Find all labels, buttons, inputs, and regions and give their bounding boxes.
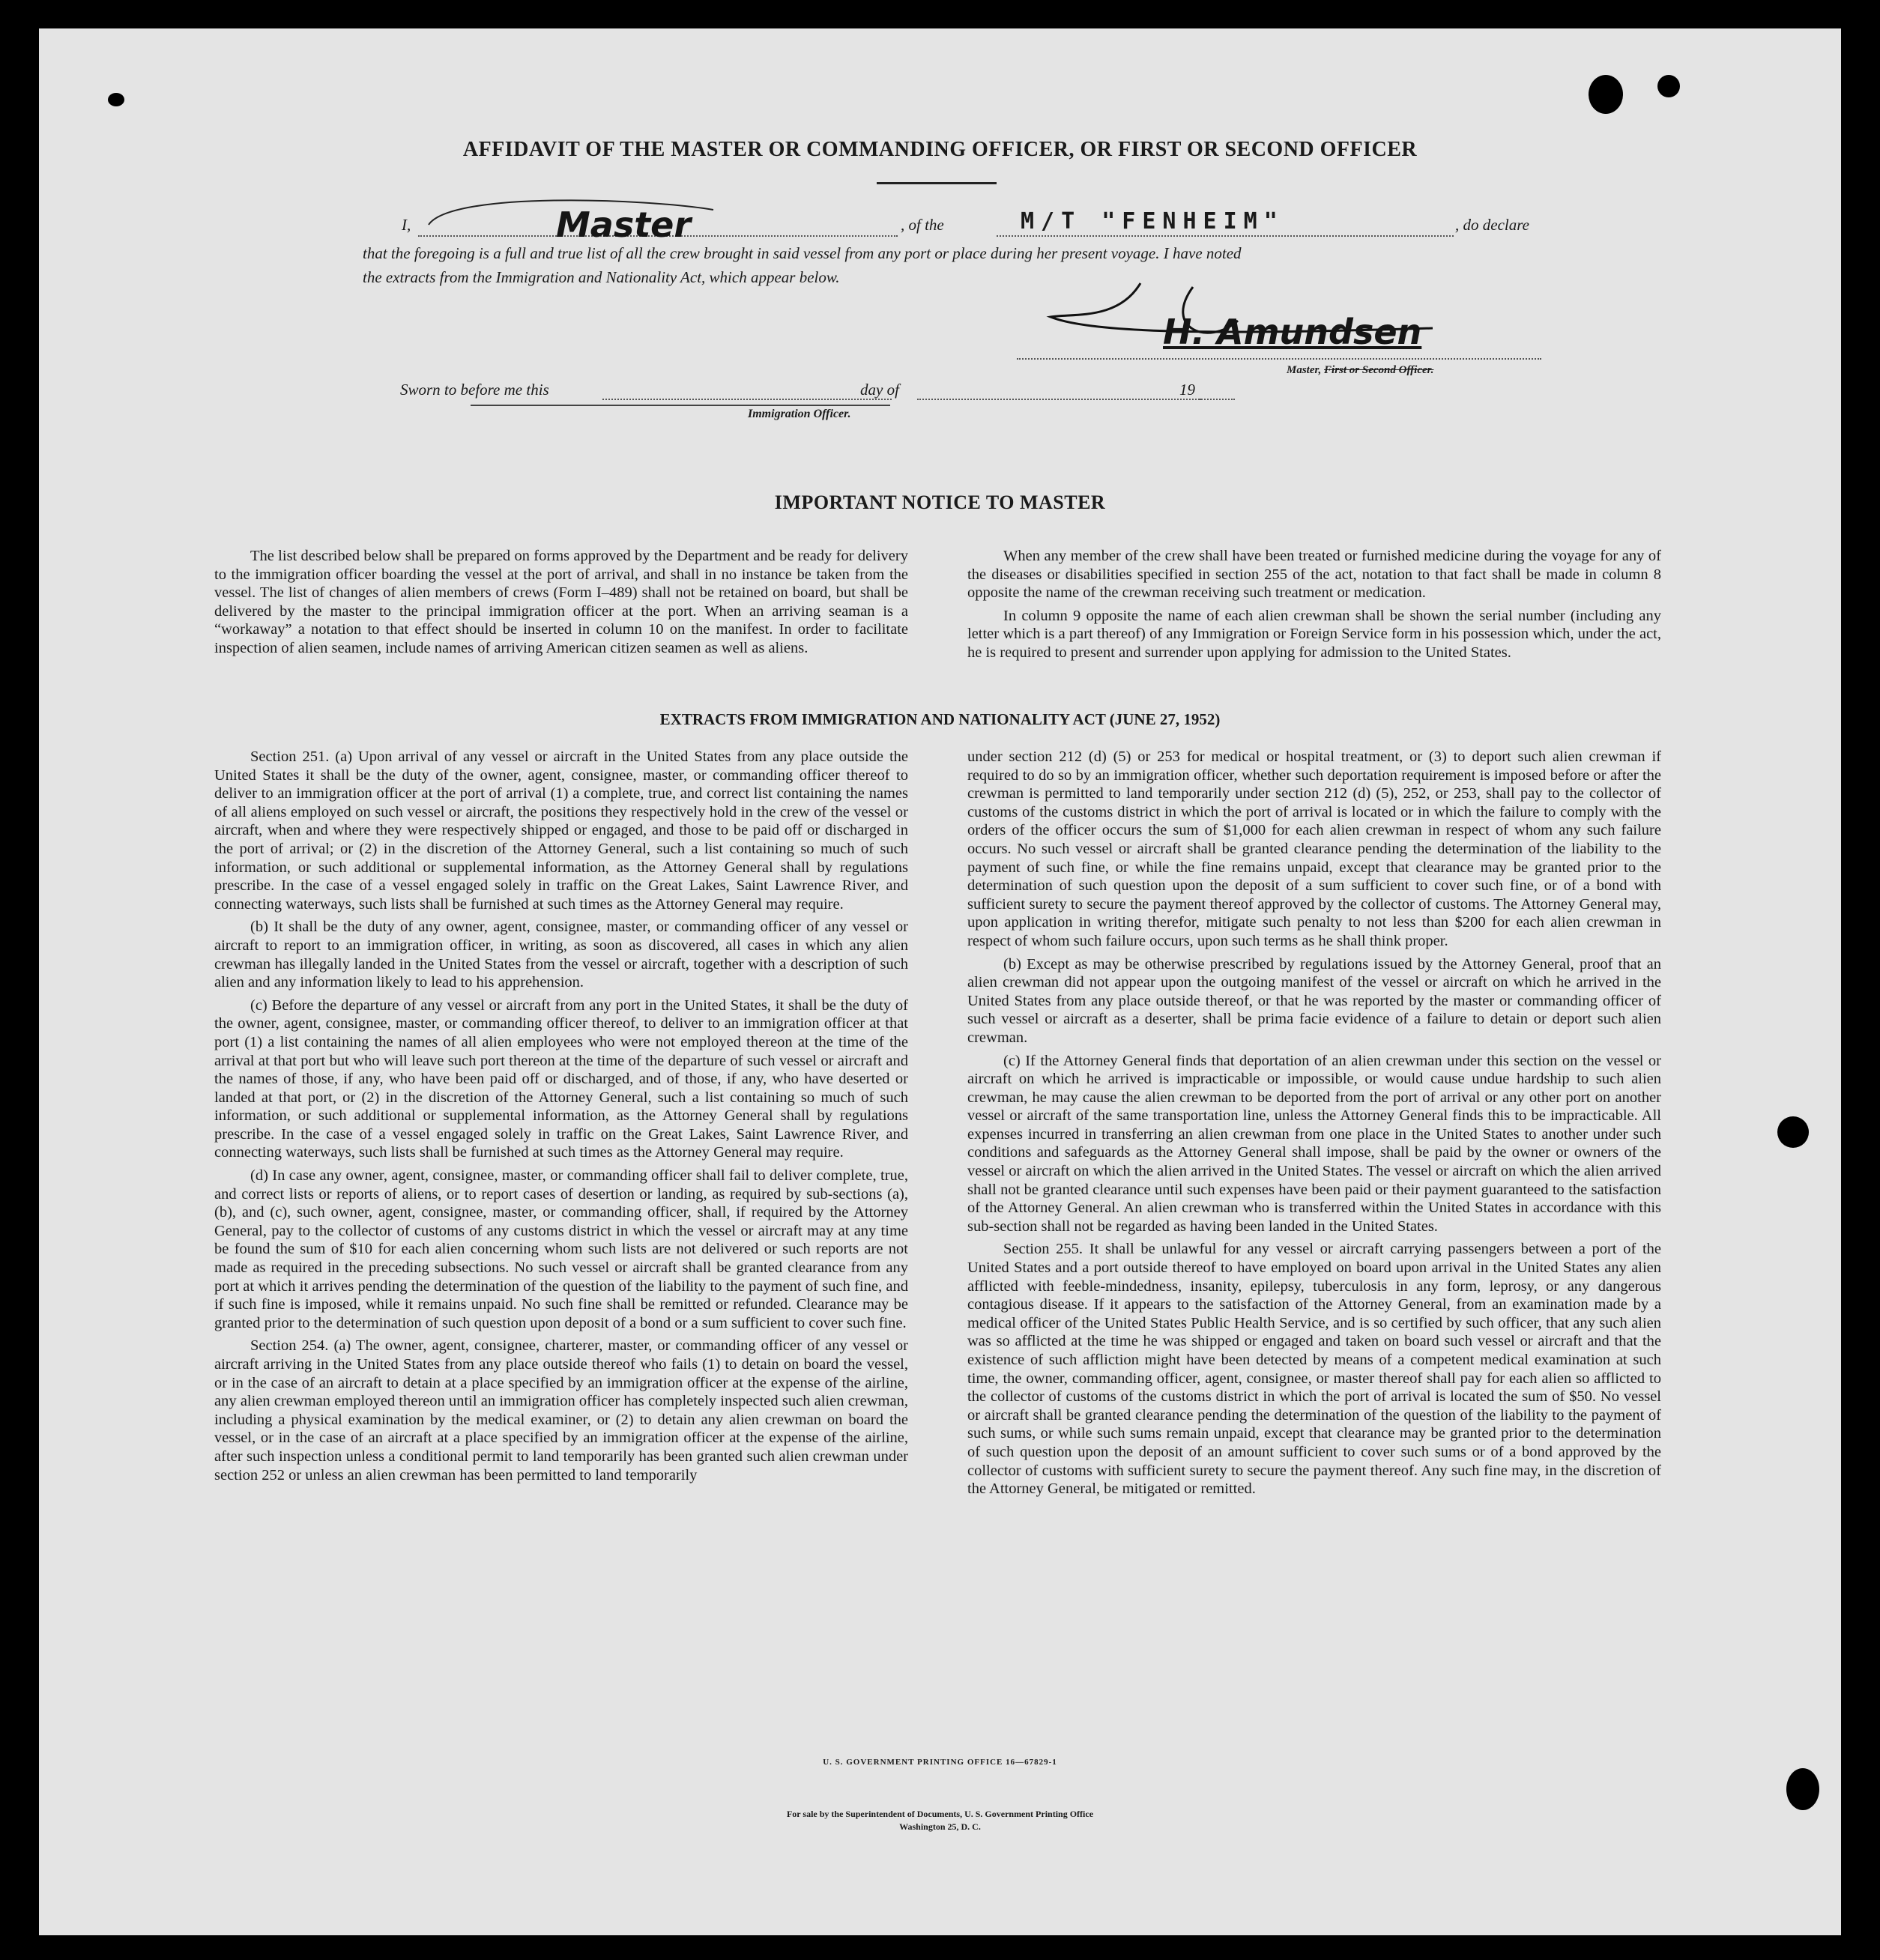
declaration-prefix: I,	[402, 216, 411, 234]
signature-handwritten: H. Amundsen	[1163, 312, 1422, 352]
immigration-officer-caption: Immigration Officer.	[748, 408, 851, 420]
of-the-label: , of the	[901, 216, 944, 234]
section-251-a: Section 251. (a) Upon arrival of any vessel or aircraft in the United States from any place outside the United States it shall be the duty of the owner, agent, consignee, master, or commanding officer thereof to deliver to an immigration officer at the port of arrival (1) a complete, true, and correct list containing the names of all aliens employed on such vessel or aircraft, the positions they respectively hold in the crew of the vessel or aircraft, when and where they were respectively shipped or engaged, and those to be paid off or discharged in the port of arrival; or (2) in the discretion of the Attorney General, such a list containing so much of such information, or such additional or supplemental information, as the Attorney General shall by regulations prescribe. In the case of a vessel engaged solely in traffic on the Great Lakes, Saint Lawrence River, and connecting waterways, such lists shall be furnished at such times as the Attorney General may require.	[214, 748, 908, 913]
punch-hole-right-middle	[1777, 1116, 1809, 1148]
section-254-b: (b) Except as may be otherwise prescribed by regulations issued by the Attorney General, proof that an alien crewman did not appear upon the outgoing manifest of the vessel or aircraft on which he arrived in the United States from any place outside thereof, or that he was reported by the master or commanding officer of such vessel or aircraft as a deserter, shall be prima facie evidence of a failure to detain or deport such alien crewman.	[967, 955, 1661, 1046]
signature-caption	[1287, 364, 1433, 377]
printer-line: U. S. GOVERNMENT PRINTING OFFICE 16—67829-1	[823, 1758, 1057, 1767]
footer	[39, 1808, 1841, 1833]
declaration-line-3: the extracts from the Immigration and Nationality Act, which appear below.	[363, 268, 840, 286]
notice-right-paragraph-1: When any member of the crew shall have been treated or furnished medicine during the voyage for any of the diseases or disabilities specified in section 255 of the act, notation to that fact shall be made in column 8 opposite the name of the crewman receiving such treatment or medication.	[967, 548, 1661, 602]
punch-hole-top-left	[1589, 75, 1623, 114]
do-declare-label: , do declare	[1455, 216, 1529, 234]
section-254-a-continued: under section 212 (d) (5) or 253 for medical or hospital treatment, or (3) to deport such alien crewman if required to do so by an immigration officer, whether such deportation requirement is imposed before or after the crewman is permitted to land temporarily under section 212 (d) (5), 252, or 253, shall pay to the collector of customs of the customs district in which the port of arrival is located or in which the failure to comply with the orders of the officer occurs the sum of $1,000 for each alien crewman in respect of whom any such failure occurs. No such vessel or aircraft shall be granted clearance pending the determination of the liability to the payment of such fine, or while the fine remains unpaid, except that clearance may be granted prior to the determination of such question upon the deposit of a sum sufficient to cover such fine, or of a bond with sufficient surety to secure the payment thereof approved by the collector of customs. The Attorney General may, upon application in writing therefor, mitigate such penalty to not less than $200 for each alien crewman in respect of whom such failure occurs, upon such terms as he shall think proper.	[967, 748, 1661, 949]
scan-mark-left	[108, 93, 124, 106]
extracts-left-column	[214, 748, 908, 1484]
year-prefix: 19	[1179, 381, 1195, 399]
title-rule	[877, 182, 997, 184]
section-251-b: (b) It shall be the duty of any owner, agent, consignee, master, or commanding officer of any vessel or aircraft to report to an immigration officer, in writing, as soon as discovered, all cases in which any alien crewman has illegally landed in the United States from the vessel or aircraft, together with a description of such alien and any information likely to lead to his apprehension.	[214, 919, 908, 991]
extracts-title: EXTRACTS FROM IMMIGRATION AND NATIONALITY ACT (JUNE 27, 1952)	[659, 710, 1221, 728]
document-page	[39, 28, 1841, 1935]
sworn-month-blank	[917, 399, 1202, 400]
notice-right-column	[967, 547, 1661, 662]
extracts-right-column	[967, 748, 1661, 1498]
officer-handwritten: Master	[556, 205, 692, 245]
punch-hole-right-bottom	[1786, 1768, 1819, 1810]
officer-signature-line	[471, 405, 890, 406]
footer-line-2: Washington 25, D. C.	[899, 1821, 981, 1832]
vessel-handwritten: M/T "FENHEIM"	[1021, 208, 1284, 235]
notice-left-paragraph: The list described below shall be prepared on forms approved by the Department and be ready for delivery to the immigration officer boarding the vessel at the port of arrival, and shall in no instance be taken from the vessel. The list of changes of alien members of crews (Form I–489) shall not be retained on board, but shall be delivered by the master to the principal immigration officer at the port. When an arriving seaman is a “workaway” a notation to that effect should be inserted in column 10 on the manifest. In order to facilitate inspection of alien seamen, include names of arriving American citizen seamen as well as aliens.	[214, 548, 908, 656]
notice-title: IMPORTANT NOTICE TO MASTER	[774, 491, 1106, 513]
signature-line	[1017, 358, 1541, 360]
notice-left-column	[214, 547, 908, 658]
signature-caption-master: Master,	[1287, 364, 1322, 376]
sworn-label: Sworn to before me this	[400, 381, 549, 399]
vessel-blank	[997, 235, 1454, 237]
affidavit-title: AFFIDAVIT OF THE MASTER OR COMMANDING OFFICER, OR FIRST OR SECOND OFFICER	[462, 138, 1418, 161]
declaration-line-2: that the foregoing is a full and true list of all the crew brought in said vessel from any port or place during her present voyage. I have noted	[363, 244, 1242, 262]
signature-caption-struck: First or Second Officer.	[1324, 364, 1434, 376]
notice-right-paragraph-2: In column 9 opposite the name of each alien crewman shall be shown the serial number (including any letter which is a part thereof) of any Immigration or Foreign Service form in his possession which, under the act, he is required to present and surrender upon applying for admission to the United States.	[967, 607, 1661, 661]
section-251-c: (c) Before the departure of any vessel or aircraft from any port in the United States, it shall be the duty of the owner, agent, consignee, master, or commanding officer thereof, to deliver to an immigration officer at that port (1) a list containing the names of all alien employees who were not employed thereon at the time of the arrival at that port but who will leave such port thereon at the time of the departure of such vessel or aircraft and the names of those, if any, who have been paid off or discharged, and of those, if any, who have deserted or landed at that port, or (2) in the discretion of the Attorney General, such a list containing so much of such information, or such additional or supplemental information, as the Attorney General shall by regulations prescribe. In the case of a vessel engaged solely in traffic on the Great Lakes, Saint Lawrence River, and connecting waterways, such lists shall be furnished at such times as the Attorney General may require.	[214, 996, 908, 1161]
year-blank	[1199, 399, 1235, 400]
day-of-label: day of	[860, 381, 899, 399]
section-254-c: (c) If the Attorney General finds that deportation of an alien crewman under this section on the vessel or aircraft on which he arrived is impracticable or impossible, or would cause undue hardship to such alien crewman, he may cause the alien crewman to be deported from the port of arrival or any other port on another vessel or aircraft of the same transportation line, unless the Attorney General finds this to be impracticable. All expenses incurred in transferring an alien crewman from one place in the United States to another under such conditions and safeguards as the Attorney General shall impose, shall be paid by the owner or owners of the vessel or aircraft on which the alien arrived in the United States. The vessel or aircraft on which the alien arrived shall not be granted clearance until such expenses have been paid or their payment guaranteed to the satisfaction of the Attorney General. An alien crewman who is transferred within the United States in accordance with this sub-section shall not be regarded as having been landed in the United States.	[967, 1052, 1661, 1235]
punch-hole-top-right	[1657, 75, 1680, 97]
section-254-a: Section 254. (a) The owner, agent, consignee, charterer, master, or commanding officer of any vessel or aircraft arriving in the United States from any place outside thereof who fails (1) to detain on board the vessel, or in the case of an aircraft to detain at a place specified by an immigration officer at the expense of the airline, any alien crewman employed thereon until an immigration officer has completely inspected such alien crewman, including a physical examination by the medical examiner, or (2) to detain any alien crewman on board the vessel, or in the case of an aircraft at a place specified by an immigration officer at the expense of the airline, after such inspection unless a conditional permit to land temporarily has been granted such alien crewman under section 252 or unless an alien crewman has been permitted to land temporarily	[214, 1337, 908, 1483]
footer-line-1: For sale by the Superintendent of Documents, U. S. Government Printing Office	[786, 1809, 1094, 1819]
section-251-d: (d) In case any owner, agent, consignee, master, or commanding officer shall fail to deliver complete, true, and correct lists or reports of aliens, or to report cases of desertion or landing, as required by sub-sections (a), (b), and (c), such owner, agent, consignee, master, or commanding officer, shall, if required by the Attorney General, pay to the collector of customs of any customs district in which the vessel or aircraft may at any time be found the sum of $10 for each alien concerning whom such lists are not delivered or such reports are not made as required in the preceding subsections. No such vessel or aircraft shall be granted clearance from any port at which it arrives pending the determination of the question of the liability to the payment of such fine, and if such fine is imposed, while it remains unpaid. No such fine shall be remitted or refunded. Clearance may be granted prior to the determination of such question upon deposit of a bond or a sum sufficient to cover such fine.	[214, 1167, 908, 1331]
section-255: Section 255. It shall be unlawful for any vessel or aircraft carrying passengers between a port of the United States and a port outside thereof to have employed on board upon arrival in the United States any alien afflicted with feeble-mindedness, insanity, epilepsy, tuberculosis in any form, leprosy, or any dangerous contagious disease. If it appears to the satisfaction of the Attorney General, from an examination made by a medical officer of the United States Public Health Service, and is so certified by such officer, that any such alien was so afflicted at the time he was shipped or engaged and taken on board such vessel or aircraft and that the existence of such affliction might have been detected by means of a competent medical examination at such time, the owner, commanding officer, agent, consignee, or master thereof shall pay for each alien so afflicted to the collector of customs of the customs district in which the port of arrival is located the sum of $50. No vessel or aircraft shall be granted clearance pending the determination of the question of the liability to the payment of such sums, or while such sums remain unpaid, except that clearance may be granted prior to the determination of such question upon the deposit of an amount sufficient to cover such sums or of a bond approved by the collector of customs with sufficient surety to secure the payment thereof. Any such fine may, in the discretion of the Attorney General, be mitigated or remitted.	[967, 1241, 1661, 1498]
sworn-day-blank	[602, 399, 892, 400]
